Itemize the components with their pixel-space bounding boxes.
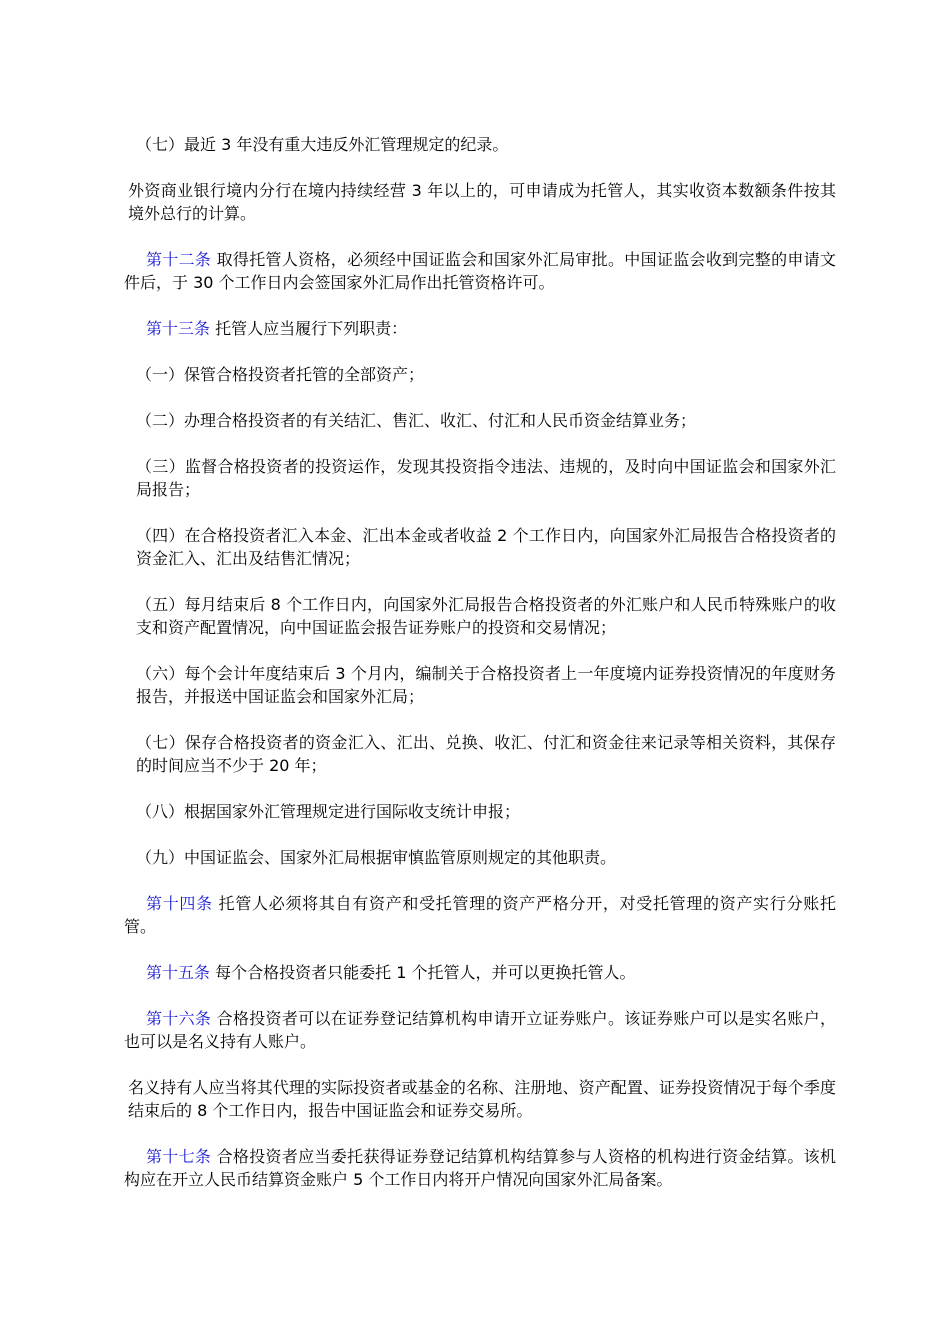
article-text: 托管人必须将其自有资产和受托管理的资产严格分开，对受托管理的资产实行分账托管。	[124, 894, 836, 936]
note-paragraph: 外资商业银行境内分行在境内持续经营 3 年以上的，可申请成为托管人，其实收资本数额条件按其境外总行的计算。	[128, 181, 836, 223]
article-text: 托管人应当履行下列职责：	[210, 319, 408, 338]
article-17	[124, 1145, 836, 1191]
note-paragraph-nominee: 名义持有人应当将其代理的实际投资者或基金的名称、注册地、资产配置、证券投资情况于每个季度结束后的 8 个工作日内，报告中国证监会和证券交易所。	[128, 1078, 836, 1120]
article-13	[124, 317, 836, 340]
article-16	[124, 1007, 836, 1053]
article-number: 第十二条	[146, 250, 212, 269]
article-number: 第十七条	[146, 1147, 212, 1166]
document-page	[124, 133, 836, 1214]
duty-item-8: （八）根据国家外汇管理规定进行国际收支统计申报；	[136, 802, 521, 821]
article-12	[124, 248, 836, 294]
article-text: 每个合格投资者只能委托 1 个托管人，并可以更换托管人。	[210, 963, 636, 982]
article-number: 第十四条	[146, 894, 213, 913]
duty-item-5: （五）每月结束后 8 个工作日内，向国家外汇局报告合格投资者的外汇账户和人民币特殊账户的收支和资产配置情况，向中国证监会报告证券账户的投资和交易情况；	[136, 595, 836, 637]
article-number: 第十三条	[146, 319, 211, 338]
duty-item-4: （四）在合格投资者汇入本金、汇出本金或者收益 2 个工作日内，向国家外汇局报告合格投资者的资金汇入、汇出及结售汇情况；	[136, 526, 836, 568]
article-text: 合格投资者可以在证券登记结算机构申请开立证券账户。该证券账户可以是实名账户，也可以是名义持有人账户。	[124, 1009, 836, 1051]
article-15	[124, 961, 836, 984]
duty-item-2: （二）办理合格投资者的有关结汇、售汇、收汇、付汇和人民币资金结算业务；	[136, 411, 697, 430]
article-text: 合格投资者应当委托获得证券登记结算机构结算参与人资格的机构进行资金结算。该机构应在开立人民币结算资金账户 5 个工作日内将开户情况向国家外汇局备案。	[124, 1147, 836, 1189]
duty-item-3: （三）监督合格投资者的投资运作，发现其投资指令违法、违规的，及时向中国证监会和国家外汇局报告；	[136, 457, 836, 499]
duty-item-6: （六）每个会计年度结束后 3 个月内，编制关于合格投资者上一年度境内证券投资情况的年度财务报告，并报送中国证监会和国家外汇局；	[136, 664, 836, 706]
duty-item-1: （一）保管合格投资者托管的全部资产；	[136, 365, 425, 384]
duty-item-9: （九）中国证监会、国家外汇局根据审慎监管原则规定的其他职责。	[136, 848, 617, 867]
article-number: 第十六条	[146, 1009, 212, 1028]
article-text: 取得托管人资格，必须经中国证监会和国家外汇局审批。中国证监会收到完整的申请文件后，于 30 个工作日内会签国家外汇局作出托管资格许可。	[124, 250, 836, 292]
article-14	[124, 892, 836, 938]
clause-item-7: （七）最近 3 年没有重大违反外汇管理规定的纪录。	[136, 135, 509, 154]
article-number: 第十五条	[146, 963, 211, 982]
duty-item-7: （七）保存合格投资者的资金汇入、汇出、兑换、收汇、付汇和资金往来记录等相关资料，其保存的时间应当不少于 20 年；	[136, 733, 836, 775]
